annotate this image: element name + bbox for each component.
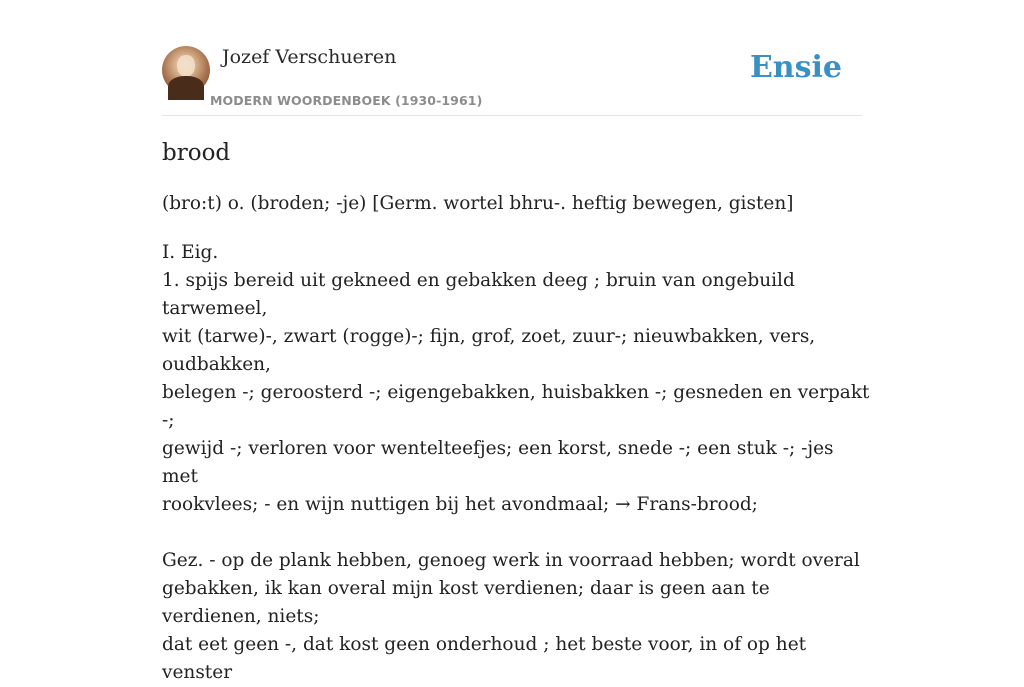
definition-line: wit (tarwe)-, zwart (rogge)-; fijn, grof, zoet, zuur-; nieuwbakken, vers, oudbakken,: [162, 326, 816, 375]
avatar-face: [177, 55, 195, 77]
avatar-coat: [168, 76, 204, 100]
entry-card: [162, 0, 870, 683]
expression-line: Gez. - op de plank hebben, genoeg werk in voorraad hebben; wordt overal: [162, 550, 860, 571]
definition-line: belegen -; geroosterd -; eigengebakken, huisbakken -; gesneden en verpakt -;: [162, 382, 870, 431]
definition-line: rookvlees; - en wijn nuttigen bij het avondmaal; → Frans-brood;: [162, 494, 758, 515]
dictionary-source[interactable]: MODERN WOORDENBOEK (1930-1961): [210, 93, 483, 108]
expression-line: dat eet geen -, dat kost geen onderhoud ; het beste voor, in of op het venster: [162, 634, 807, 683]
definition-line: gewijd -; verloren voor wentelteefjes; een korst, snede -; een stuk -; -jes met: [162, 438, 834, 487]
brand-logo[interactable]: Ensie: [749, 50, 842, 85]
entry-definition: [162, 239, 870, 687]
section-label: I. Eig.: [162, 242, 219, 263]
author-name[interactable]: Jozef Verschueren: [222, 46, 397, 68]
author-avatar[interactable]: [162, 46, 210, 94]
entry-grammar: (bro:t) o. (broden; -je) [Germ. wortel bhru-. heftig bewegen, gisten]: [162, 193, 794, 214]
definition-line: 1. spijs bereid uit gekneed en gebakken deeg ; bruin van ongebuild tarwemeel,: [162, 270, 795, 319]
expression-line: gebakken, ik kan overal mijn kost verdienen; daar is geen aan te verdienen, niets;: [162, 578, 770, 627]
entry-header: [162, 0, 862, 116]
paragraph-gap: [162, 519, 870, 547]
entry-term: brood: [162, 140, 231, 166]
